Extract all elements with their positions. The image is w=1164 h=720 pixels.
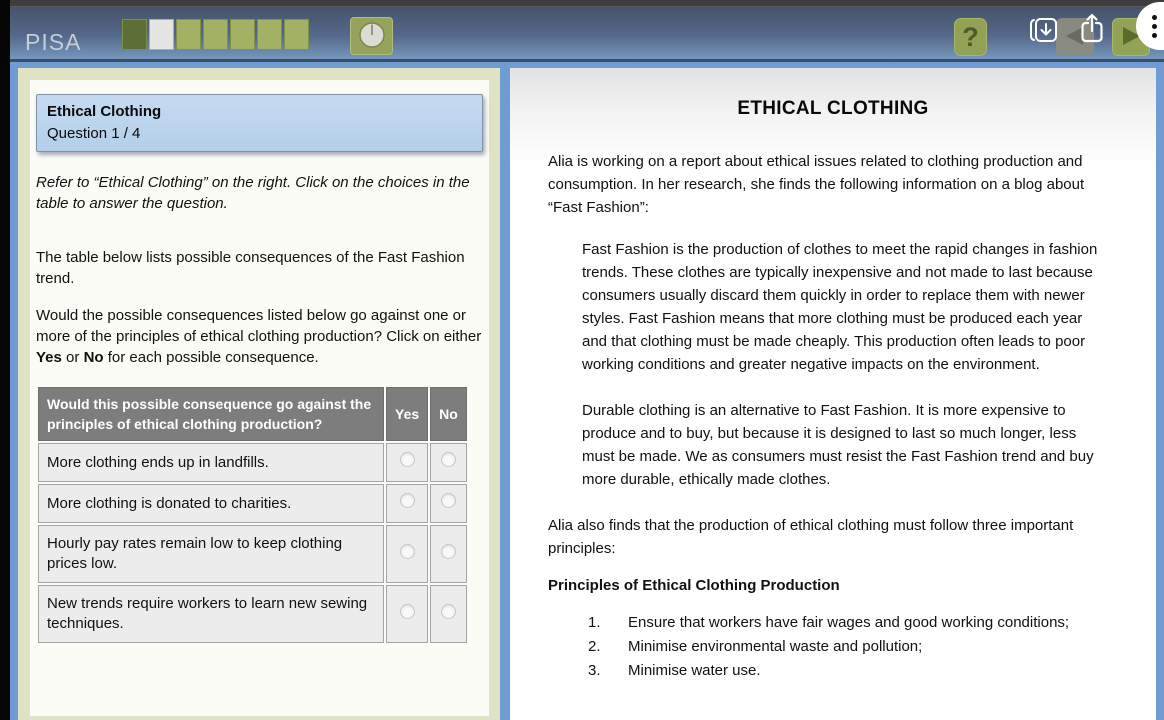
row4-yes-cell[interactable] bbox=[386, 585, 428, 643]
consequence-label: More clothing ends up in landfills. bbox=[38, 443, 384, 482]
table-header-yes: Yes bbox=[386, 387, 428, 441]
prompt-part: Would the possible consequences listed below go against one or more of the principles of ethical clothing production? Click on either bbox=[36, 307, 482, 345]
row4-yes-radio[interactable] bbox=[400, 604, 415, 619]
principle-number: 3. bbox=[588, 662, 601, 679]
browser-top-strip bbox=[0, 0, 1164, 7]
progress-square-4 bbox=[203, 19, 228, 50]
row4-no-cell[interactable] bbox=[430, 585, 467, 643]
question-panel-inner bbox=[30, 80, 489, 716]
question-prompt-text bbox=[36, 305, 483, 368]
table-header-row bbox=[38, 387, 467, 441]
stimulus-panel bbox=[510, 68, 1156, 720]
principle-item bbox=[588, 611, 1110, 635]
table-row bbox=[38, 585, 467, 643]
row2-yes-cell[interactable] bbox=[386, 484, 428, 523]
principle-number: 1. bbox=[588, 614, 601, 631]
principles-heading: Principles of Ethical Clothing Production bbox=[548, 577, 840, 594]
prompt-yes-bold: Yes bbox=[36, 349, 62, 366]
consequence-label: New trends require workers to learn new sewing techniques. bbox=[38, 585, 384, 643]
principle-item bbox=[588, 635, 1110, 659]
prompt-part: for each possible consequence. bbox=[103, 349, 319, 366]
instruction-text: Refer to “Ethical Clothing” on the right. Click on the choices in the table to answer the question. bbox=[36, 174, 470, 212]
prompt-part: or bbox=[61, 349, 84, 366]
row1-yes-radio[interactable] bbox=[400, 452, 415, 467]
question-counter: Question 1 / 4 bbox=[47, 125, 141, 142]
help-button[interactable] bbox=[954, 18, 987, 56]
consequences-table bbox=[36, 385, 469, 645]
stimulus-body bbox=[510, 150, 1156, 683]
principle-text: Minimise water use. bbox=[628, 662, 761, 679]
pisa-logo: PISA bbox=[25, 29, 82, 55]
row1-yes-cell[interactable] bbox=[386, 443, 428, 482]
row1-no-cell[interactable] bbox=[430, 443, 467, 482]
row2-yes-radio[interactable] bbox=[400, 493, 415, 508]
progress-square-2 bbox=[149, 19, 174, 50]
principle-item bbox=[588, 659, 1110, 683]
prompt-no-bold: No bbox=[83, 349, 104, 366]
question-intro-text: The table below lists possible consequences of the Fast Fashion trend. bbox=[36, 249, 465, 287]
principle-number: 2. bbox=[588, 638, 601, 655]
progress-square-5 bbox=[230, 19, 255, 50]
progress-square-6 bbox=[257, 19, 282, 50]
consequence-label: Hourly pay rates remain low to keep clothing prices low. bbox=[38, 525, 384, 583]
row1-no-radio[interactable] bbox=[441, 452, 456, 467]
table-row bbox=[38, 484, 467, 523]
unit-title: Ethical Clothing bbox=[47, 103, 162, 120]
principle-text: Ensure that workers have fair wages and good working conditions; bbox=[628, 614, 1070, 631]
progress-square-3 bbox=[176, 19, 201, 50]
download-icon[interactable] bbox=[1028, 15, 1062, 52]
timer-button[interactable] bbox=[350, 17, 393, 55]
question-header bbox=[36, 94, 483, 152]
progress-square-1 bbox=[122, 19, 147, 50]
principle-text: Minimise environmental waste and pollution; bbox=[628, 638, 923, 655]
table-header-no: No bbox=[430, 387, 467, 441]
screen-left-edge bbox=[0, 0, 10, 720]
row3-no-radio[interactable] bbox=[441, 544, 456, 559]
question-mark-icon: ? bbox=[962, 21, 979, 52]
blog-quote-durable-clothing: Durable clothing is an alternative to Fast Fashion. It is more expensive to produce and to buy, but because it is designed to last so much longer, less must be made. We as consumers must resist the Fast Fashion trend and buy more durable, ethically made clothes. bbox=[582, 402, 1094, 488]
timer-clock-icon bbox=[357, 20, 387, 53]
row3-yes-cell[interactable] bbox=[386, 525, 428, 583]
row3-yes-radio[interactable] bbox=[400, 544, 415, 559]
principles-intro-paragraph: Alia also finds that the production of ethical clothing must follow three important principles: bbox=[548, 517, 1074, 557]
question-panel bbox=[18, 68, 500, 720]
stimulus-intro-paragraph: Alia is working on a report about ethical issues related to clothing production and consumption. In her research, she finds the following information on a blog about “Fast Fashion”: bbox=[548, 153, 1085, 216]
table-row bbox=[38, 443, 467, 482]
row3-no-cell[interactable] bbox=[430, 525, 467, 583]
row4-no-radio[interactable] bbox=[441, 604, 456, 619]
stimulus-title: ETHICAL CLOTHING bbox=[737, 98, 929, 119]
row2-no-cell[interactable] bbox=[430, 484, 467, 523]
table-header-question: Would this possible consequence go against the principles of ethical clothing production? bbox=[38, 387, 384, 441]
progress-square-7 bbox=[284, 19, 309, 50]
share-icon[interactable] bbox=[1076, 11, 1108, 52]
table-row bbox=[38, 525, 467, 583]
top-bar bbox=[10, 7, 1164, 62]
progress-squares bbox=[122, 19, 309, 50]
row2-no-radio[interactable] bbox=[441, 493, 456, 508]
consequence-label: More clothing is donated to charities. bbox=[38, 484, 384, 523]
kebab-dots-icon bbox=[1152, 15, 1157, 38]
blog-quote-fast-fashion: Fast Fashion is the production of clothes to meet the rapid changes in fashion trends. These clothes are typically inexpensive and not made to last because consumers usually discard them quickly in order to replace them with newer styles. Fast Fashion means that more clothing must be produced each year and that clothing must be made cheaply. This production often leads to poor working conditions and greater negative impacts on the environment. bbox=[582, 241, 1098, 373]
